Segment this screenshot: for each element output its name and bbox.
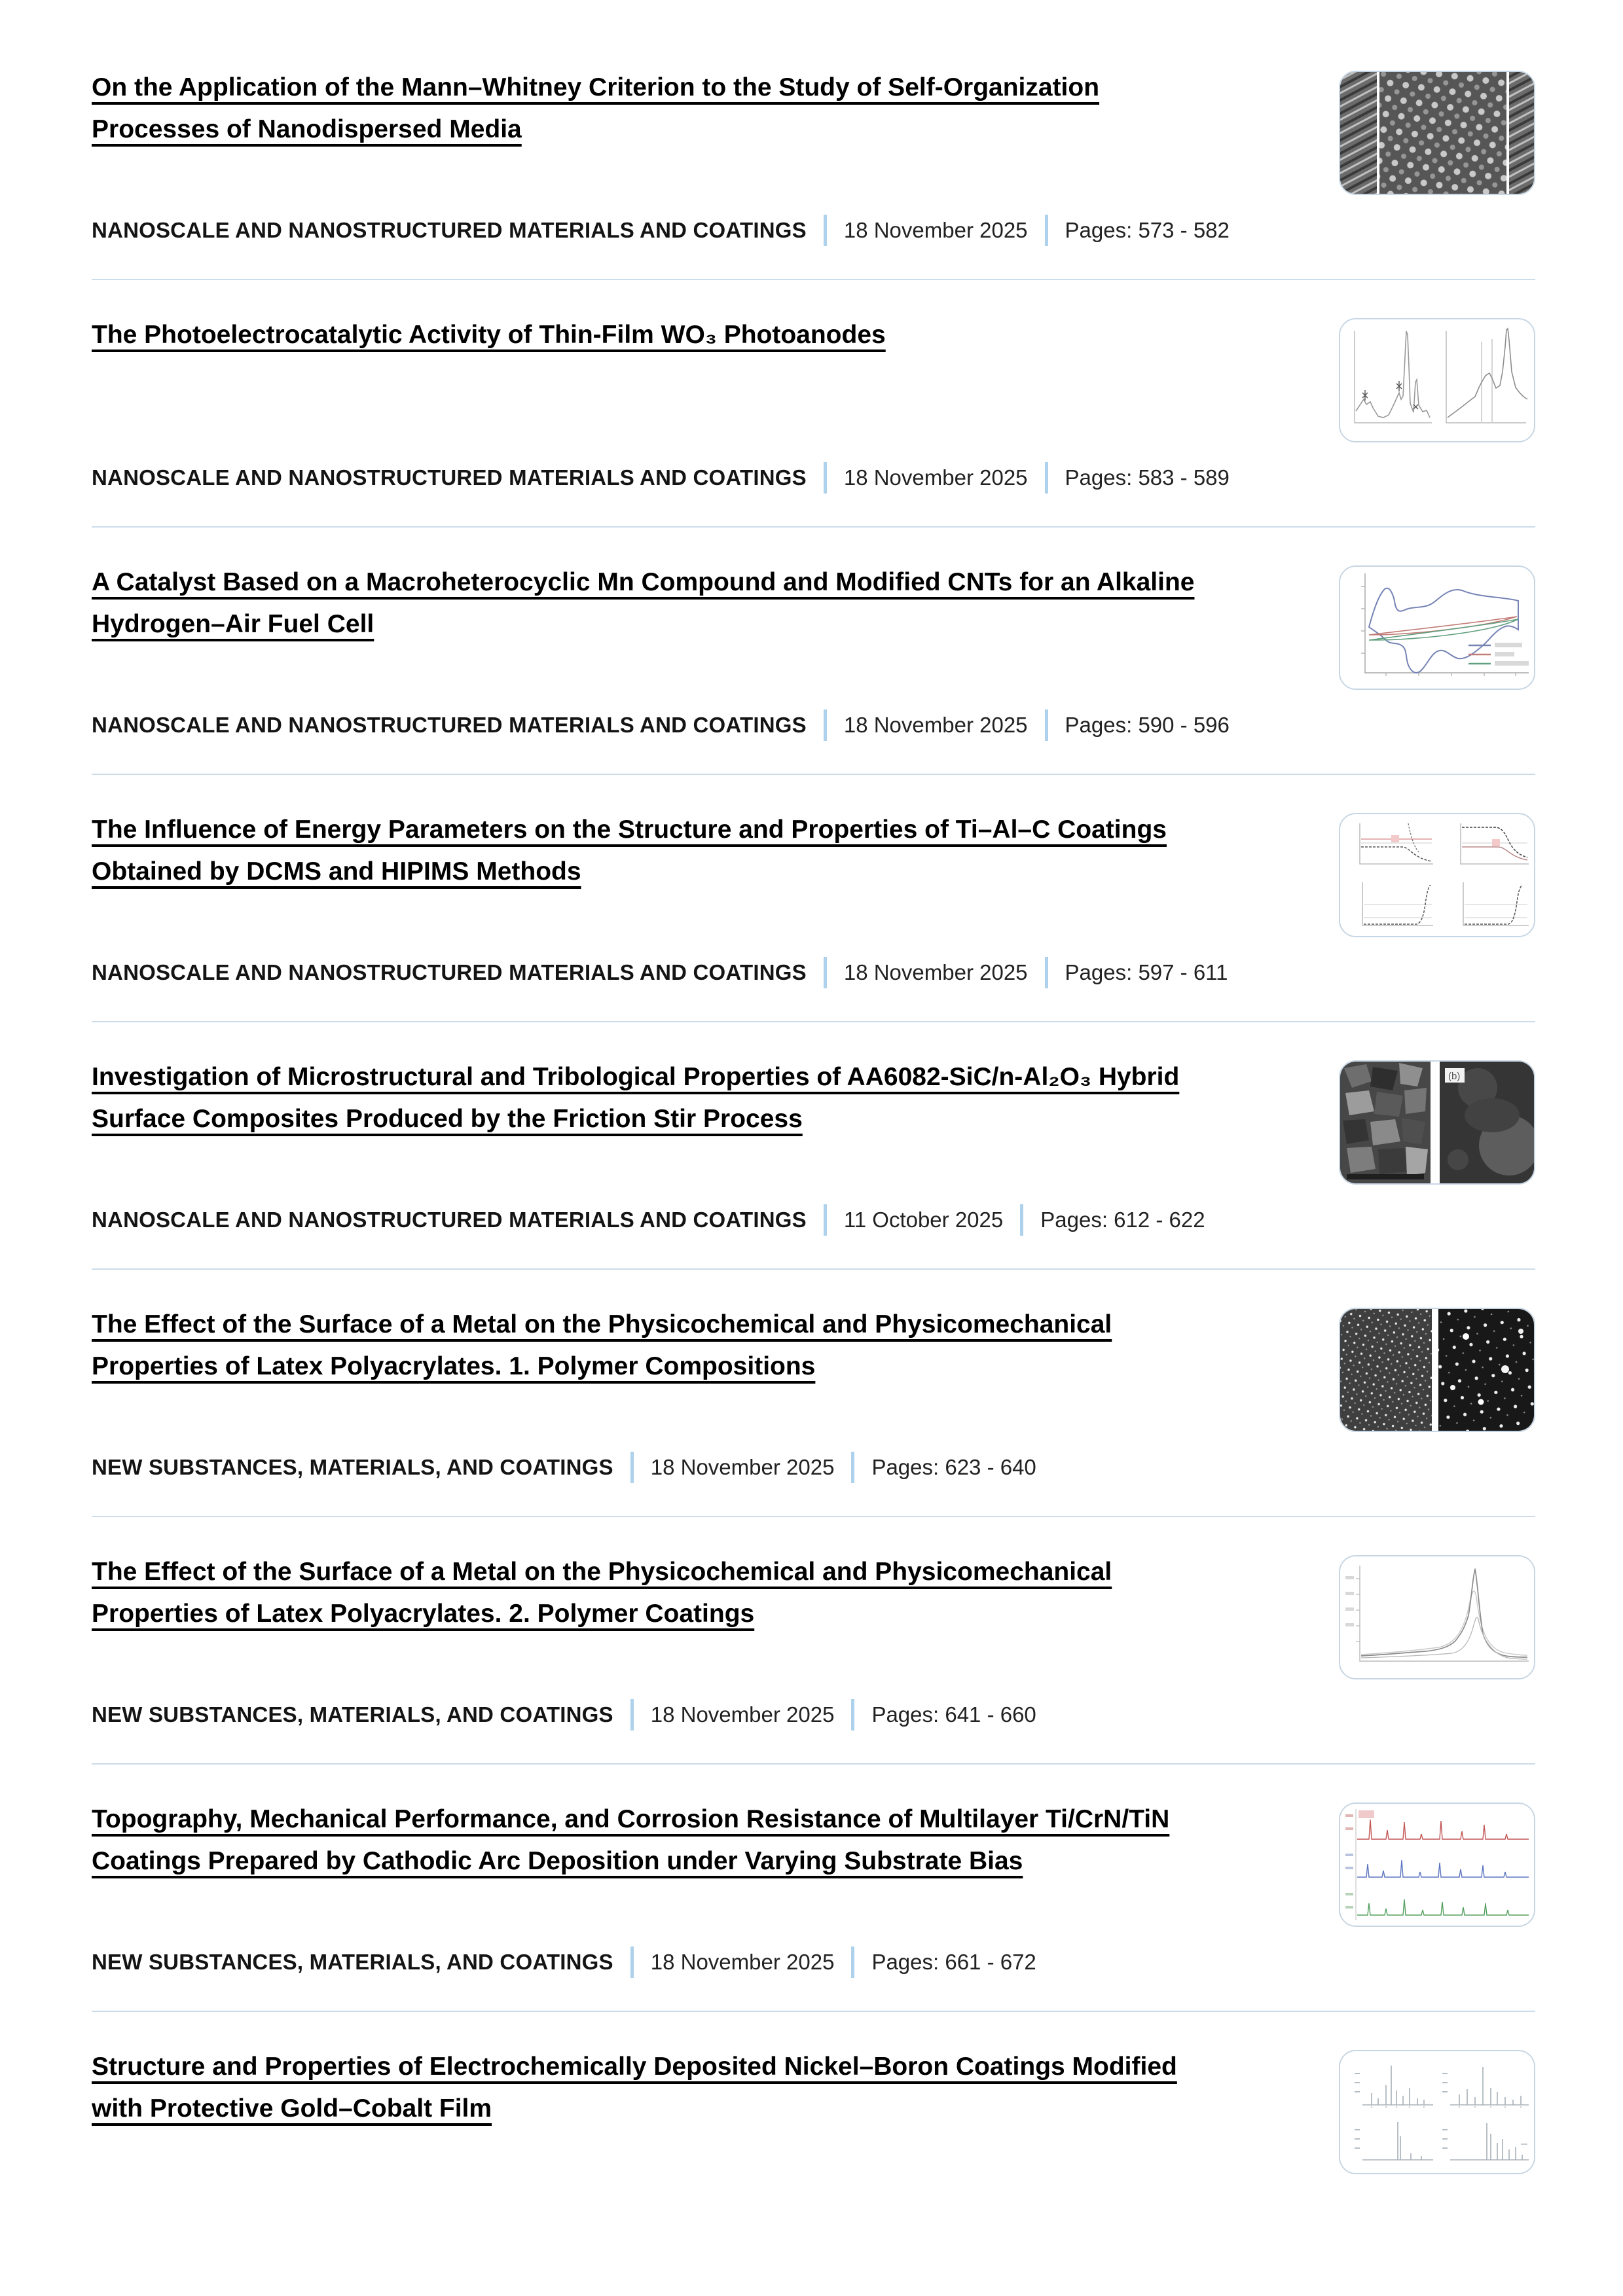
article-title-line[interactable]: Obtained by DCMS and HIPIMS Methods — [92, 857, 581, 886]
article-title-line[interactable]: Surface Composites Produced by the Friction Stir Process — [92, 1105, 803, 1133]
article-title-line[interactable]: The Photoelectrocatalytic Activity of Thin-Film WO₃ Photoanodes — [92, 321, 886, 349]
article-meta — [92, 462, 1309, 493]
article-title-line[interactable]: The Effect of the Surface of a Metal on the Physicochemical and Physicomechanical — [92, 1310, 1112, 1338]
article-thumbnail-cyclic-voltammetry[interactable] — [1339, 565, 1535, 690]
cyclic-voltammetry-image — [1340, 567, 1534, 689]
article-pages: Pages: 597 - 611 — [1065, 960, 1228, 984]
article-title-link[interactable] — [92, 1799, 1270, 1882]
meta-separator — [1045, 215, 1048, 246]
article-section-label: NANOSCALE AND NANOSTRUCTURED MATERIALS AND COATINGS — [92, 1208, 807, 1232]
article-title-link[interactable] — [92, 809, 1270, 893]
article-section-label: NANOSCALE AND NANOSTRUCTURED MATERIALS AND COATINGS — [92, 465, 807, 490]
meta-separator — [824, 215, 827, 246]
article-title-link[interactable] — [92, 67, 1270, 151]
sem-micrograph-pair-image — [1340, 1062, 1534, 1183]
article-meta — [92, 1452, 1309, 1483]
article-list-item — [92, 2012, 1535, 2207]
article-title-line[interactable]: Investigation of Microstructural and Tribological Properties of AA6082-SiC/n-Al₂O₃ Hybrid — [92, 1063, 1180, 1091]
article-list-item — [92, 1517, 1535, 1765]
article-thumbnail-rgb-spectra[interactable] — [1339, 1803, 1535, 1927]
article-title-line[interactable]: On the Application of the Mann–Whitney Criterion to the Study of Self-Organization — [92, 73, 1100, 101]
article-pages: Pages: 623 - 640 — [871, 1455, 1036, 1479]
dark-sem-speckle-image — [1340, 1309, 1534, 1431]
meta-separator — [1045, 462, 1048, 493]
article-list-item — [92, 1765, 1535, 2012]
meta-separator — [851, 1946, 854, 1978]
single-peak-spectrum-image — [1340, 1556, 1534, 1678]
article-pages: Pages: 661 - 672 — [871, 1950, 1036, 1974]
article-title-line[interactable]: The Influence of Energy Parameters on the Structure and Properties of Ti–Al–C Coatings — [92, 816, 1167, 844]
article-date: 18 November 2025 — [650, 1950, 835, 1974]
meta-separator — [824, 462, 827, 493]
meta-separator — [630, 1699, 634, 1731]
article-list-item — [92, 33, 1535, 280]
article-title-line[interactable]: Structure and Properties of Electrochemically Deposited Nickel–Boron Coatings Modified — [92, 2053, 1177, 2081]
depth-profile-grid-image — [1340, 814, 1534, 936]
article-date: 18 November 2025 — [843, 960, 1028, 984]
article-date: 18 November 2025 — [650, 1455, 835, 1479]
article-title-line[interactable]: Hydrogen–Air Fuel Cell — [92, 610, 374, 638]
svg-text:(b): (b) — [1448, 1071, 1461, 1082]
meta-separator — [824, 1204, 827, 1236]
rgb-multichannel-spectra-image — [1340, 1804, 1534, 1926]
meta-separator — [851, 1699, 854, 1731]
article-date: 18 November 2025 — [843, 465, 1028, 490]
meta-separator — [824, 709, 827, 741]
article-section-label: NANOSCALE AND NANOSTRUCTURED MATERIALS AND COATINGS — [92, 960, 807, 984]
article-title-line[interactable]: Properties of Latex Polyacrylates. 2. Polymer Coatings — [92, 1600, 755, 1628]
article-section-label: NEW SUBSTANCES, MATERIALS, AND COATINGS — [92, 1950, 613, 1974]
meta-separator — [851, 1452, 854, 1483]
article-thumbnail-dark-sem-pair[interactable] — [1339, 1308, 1535, 1432]
article-title-line[interactable]: A Catalyst Based on a Macroheterocyclic Mn Compound and Modified CNTs for an Alkaline — [92, 568, 1195, 596]
article-meta — [92, 1699, 1309, 1731]
article-section-label: NANOSCALE AND NANOSTRUCTURED MATERIALS AND COATINGS — [92, 218, 807, 242]
article-title-link[interactable] — [92, 1551, 1270, 1635]
article-title-line[interactable]: Topography, Mechanical Performance, and Corrosion Resistance of Multilayer Ti/CrN/TiN — [92, 1805, 1170, 1833]
meta-separator — [1045, 709, 1048, 741]
article-thumbnail-peak-spectrum[interactable] — [1339, 1555, 1535, 1679]
article-title-link[interactable] — [92, 562, 1270, 645]
article-date: 18 November 2025 — [843, 218, 1028, 242]
article-thumbnail-spectra-pair[interactable] — [1339, 318, 1535, 442]
article-list-item — [92, 1022, 1535, 1270]
xrd-pattern-grid-image — [1340, 2051, 1534, 2173]
article-title-line[interactable]: Processes of Nanodispersed Media — [92, 115, 522, 143]
article-list-item — [92, 280, 1535, 528]
meta-separator — [1045, 957, 1048, 988]
article-meta — [92, 1204, 1309, 1236]
article-list-item — [92, 1270, 1535, 1517]
article-date: 18 November 2025 — [650, 1702, 835, 1727]
article-pages: Pages: 641 - 660 — [871, 1702, 1036, 1727]
article-title-line[interactable]: Coatings Prepared by Cathodic Arc Deposition under Varying Substrate Bias — [92, 1847, 1023, 1875]
article-title-line[interactable]: Properties of Latex Polyacrylates. 1. Polymer Compositions — [92, 1352, 816, 1380]
meta-separator — [824, 957, 827, 988]
article-pages: Pages: 583 - 589 — [1065, 465, 1230, 490]
spectra-pair-image — [1340, 319, 1534, 441]
article-thumbnail-xrd-grid[interactable] — [1339, 2050, 1535, 2174]
article-pages: Pages: 573 - 582 — [1065, 218, 1230, 242]
article-meta — [92, 957, 1309, 988]
meta-separator — [630, 1452, 634, 1483]
meta-separator — [1020, 1204, 1023, 1236]
article-date: 11 October 2025 — [843, 1208, 1004, 1232]
article-thumbnail-depth-profiles[interactable] — [1339, 813, 1535, 937]
article-section-label: NANOSCALE AND NANOSTRUCTURED MATERIALS AND COATINGS — [92, 713, 807, 737]
article-section-label: NEW SUBSTANCES, MATERIALS, AND COATINGS — [92, 1455, 613, 1479]
meta-separator — [630, 1946, 634, 1978]
article-title-link[interactable] — [92, 314, 1270, 356]
article-title-link[interactable] — [92, 2046, 1270, 2130]
atomic-lattice-image — [1340, 72, 1534, 194]
article-thumbnail-sem-pair[interactable] — [1339, 1060, 1535, 1185]
article-date: 18 November 2025 — [843, 713, 1028, 737]
article-pages: Pages: 590 - 596 — [1065, 713, 1230, 737]
article-title-link[interactable] — [92, 1056, 1270, 1140]
article-meta — [92, 215, 1309, 246]
article-meta — [92, 1946, 1309, 1978]
article-section-label: NEW SUBSTANCES, MATERIALS, AND COATINGS — [92, 1702, 613, 1727]
article-title-line[interactable]: with Protective Gold–Cobalt Film — [92, 2094, 492, 2123]
article-title-line[interactable]: The Effect of the Surface of a Metal on the Physicochemical and Physicomechanical — [92, 1558, 1112, 1586]
article-list-item — [92, 775, 1535, 1022]
article-pages: Pages: 612 - 622 — [1040, 1208, 1205, 1232]
article-list-item — [92, 528, 1535, 775]
article-thumbnail-atomic-lattice[interactable] — [1339, 71, 1535, 195]
article-title-link[interactable] — [92, 1304, 1270, 1388]
article-meta — [92, 709, 1309, 741]
